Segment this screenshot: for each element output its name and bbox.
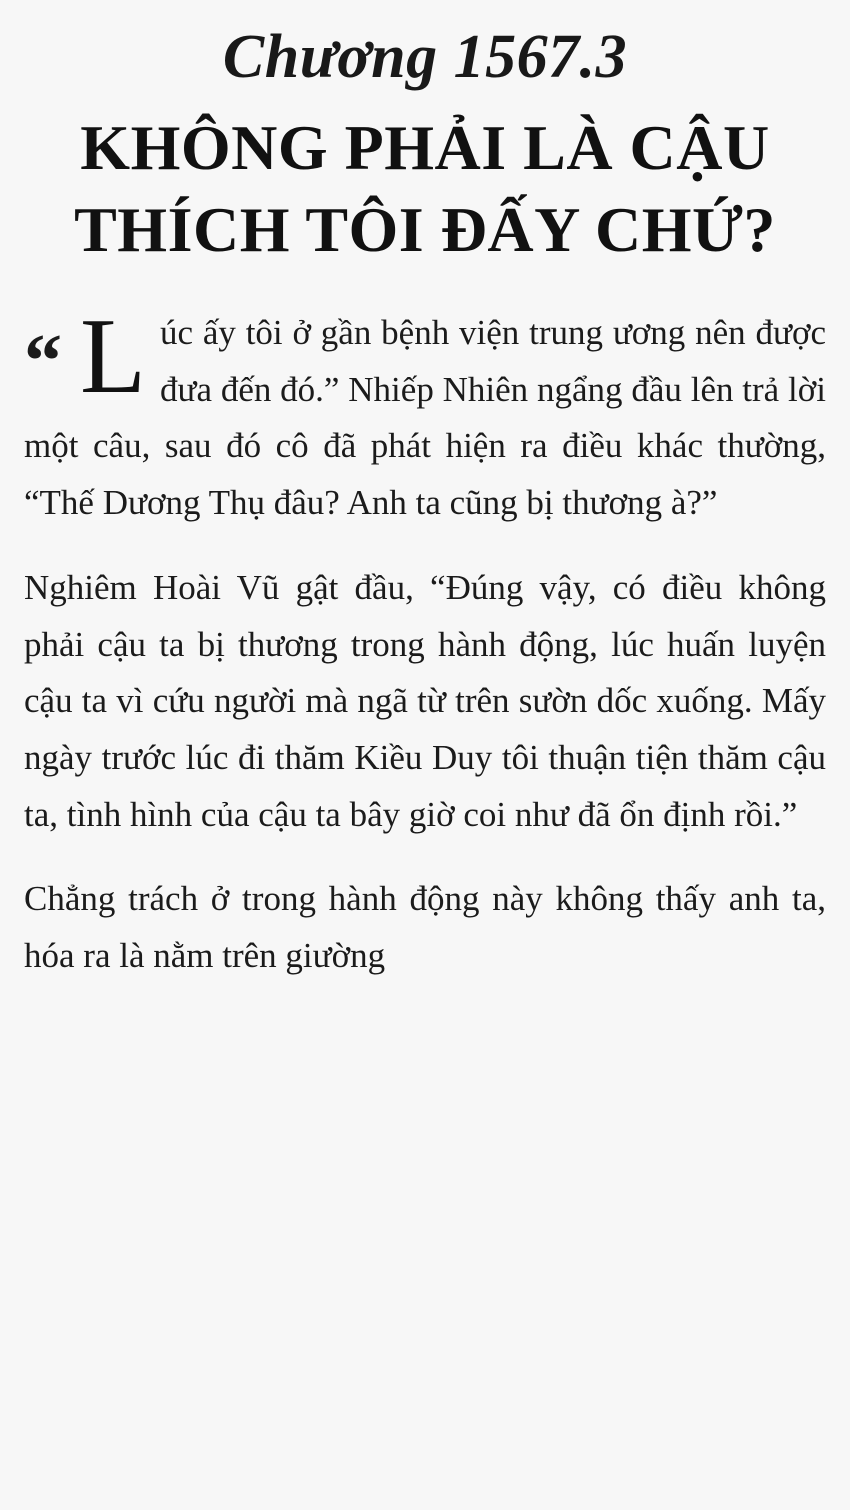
paragraph-text: úc ấy tôi ở gần bệnh viện trung ương nên được đưa đến đó.” Nhiếp Nhiên ngẩng đầu lên trả lời một câu, sau đó cô đã phát hiện ra điều khác thường, “Thế Dương Thụ đâu? Anh ta cũng bị thương à?” — [24, 313, 826, 523]
open-quote-mark: “ — [24, 319, 62, 404]
chapter-number: Chương 1567.3 — [222, 23, 628, 91]
drop-cap: L — [80, 297, 146, 417]
paragraph-second: Nghiêm Hoài Vũ gật đầu, “Đúng vậy, có điều không phải cậu ta bị thương trong hành động, lúc huấn luyện cậu ta vì cứu người mà ngã từ trên sườn dốc xuống. Mấy ngày trước lúc đi thăm Kiều Duy tôi thuận tiện thăm cậu ta, tình hình của cậu ta bây giờ coi như đã ổn định rồi.” — [24, 567, 826, 834]
paragraph-third: Chẳng trách ở trong hành động này không thấy anh ta, hóa ra là nằm trên giường — [24, 879, 826, 975]
paragraph-first — [24, 297, 826, 532]
chapter-title: KHÔNG PHẢI LÀ CẬU THÍCH TÔI ĐẤY CHỨ? — [74, 112, 776, 266]
